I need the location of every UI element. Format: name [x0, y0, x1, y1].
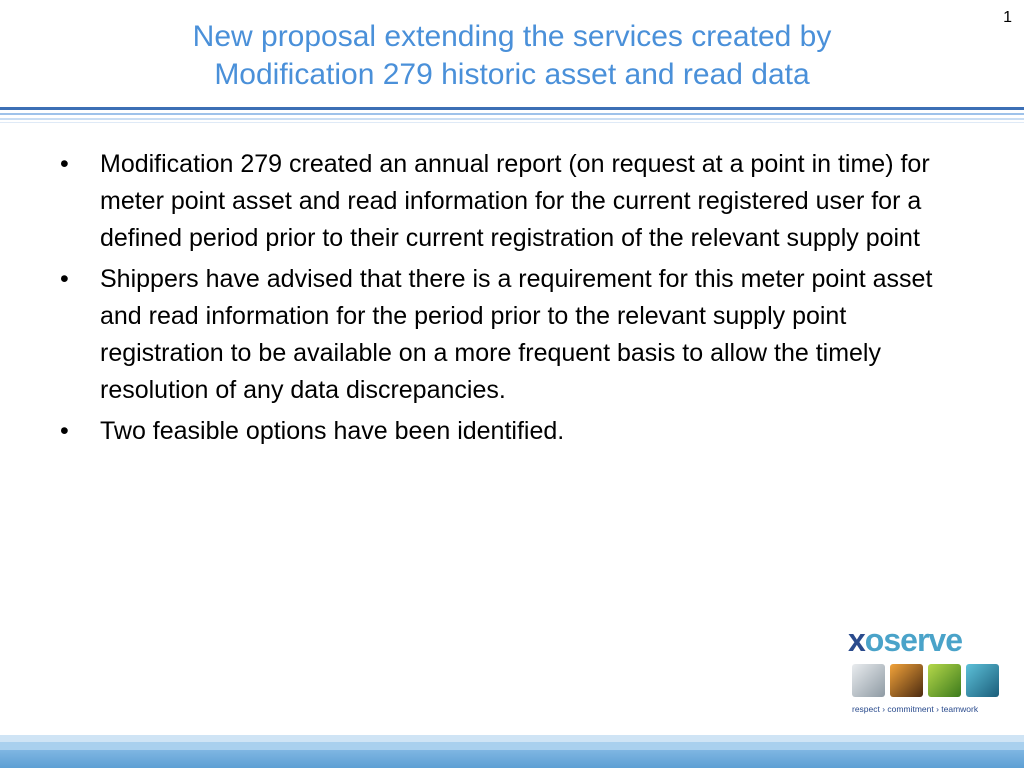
bullet-item: [60, 146, 960, 257]
gas-flame-tile-icon: [890, 664, 923, 697]
network-tile-icon: [966, 664, 999, 697]
bullet-text: Two feasible options have been identified.: [100, 417, 565, 445]
title-divider-light: [0, 113, 1024, 115]
logo-image-tiles: [852, 664, 1000, 700]
footer-band-mid: [0, 742, 1024, 750]
logo-tagline: respect › commitment › teamwork: [852, 704, 979, 714]
keyboard-tile-icon: [852, 664, 885, 697]
title-divider-lighter: [0, 118, 1024, 120]
slide-number: 1: [1003, 9, 1012, 26]
logo-wordmark: [848, 622, 962, 658]
leaf-tile-icon: [928, 664, 961, 697]
title-divider: [0, 107, 1024, 110]
logo-wordmark-x: x: [848, 622, 865, 658]
footer-band-light: [0, 735, 1024, 742]
xoserve-logo: [848, 622, 1004, 718]
bullet-item: [60, 413, 960, 450]
slide-title: [0, 18, 1024, 94]
bullet-item: [60, 261, 960, 409]
bullet-text: Shippers have advised that there is a requirement for this meter point asset and read information for the period prior to the relevant supply point registration to be available on a more frequent basis to allow the timely resolution of any data discrepancies.: [100, 265, 933, 404]
bullet-list: [60, 146, 960, 454]
slide-title-line-2: Modification 279 historic asset and read data: [214, 58, 810, 91]
slide-title-line-1: New proposal extending the services created by: [192, 20, 832, 53]
title-divider-faint: [0, 122, 1024, 123]
footer-band-dark: [0, 750, 1024, 768]
bullet-dot-icon: •: [60, 265, 69, 293]
bullet-dot-icon: •: [60, 417, 69, 445]
bullet-text: Modification 279 created an annual report (on request at a point in time) for meter point asset and read information for the current registered user for a defined period prior to their current registration of the relevant supply point: [100, 150, 930, 252]
logo-wordmark-rest: oserve: [864, 622, 962, 658]
bullet-dot-icon: •: [60, 150, 69, 178]
